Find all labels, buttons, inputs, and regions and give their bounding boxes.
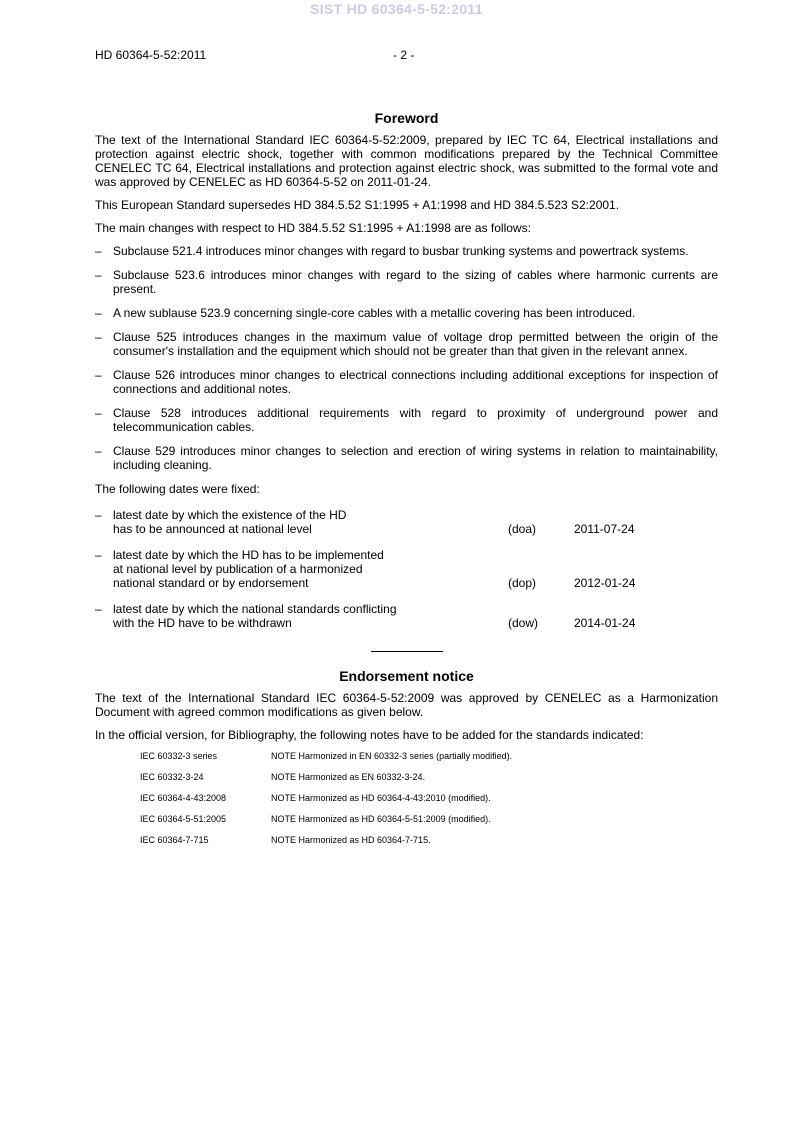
date-description-line: with the HD have to be withdrawn [113, 616, 292, 630]
foreword-intro: The text of the International Standard IEC 60364-5-52:2009, prepared by IEC TC 64, Electrical installations and protection against electric shock, together with common modifications prepared by the Technical Committee CENELEC TC 64, Electrical installations and protection against electric shock, was submitted to the formal vote and was approved by CENELEC as HD 60364-5-52 on 2011-01-24. [95, 133, 718, 189]
harmonization-note: NOTE Harmonized as HD 60364-5-51:2009 (modified). [271, 814, 491, 824]
list-item [95, 368, 718, 396]
date-item-dop [95, 548, 718, 590]
bibliography-intro: In the official version, for Bibliography, the following notes have to be added for the standards indicated: [95, 728, 644, 742]
change-text: Clause 526 introduces minor changes to electrical connections including additional exceptions for inspection of connections and additional notes. [113, 368, 718, 396]
date-description [113, 602, 508, 630]
supersedes-statement: This European Standard supersedes HD 384.5.52 S1:1995 + A1:1998 and HD 384.5.523 S2:2001. [95, 198, 620, 212]
date-value: 2014-01-24 [574, 616, 636, 630]
changes-list [95, 244, 718, 472]
change-text: Clause 529 introduces minor changes to selection and erection of wiring systems in relation to maintainability, including cleaning. [113, 444, 718, 472]
endorsement-text: The text of the International Standard IEC 60364-5-52:2009 was approved by CENELEC as a Harmonization Document with agreed common modifications as given below. [95, 691, 718, 719]
change-text: Clause 528 introduces additional requirements with regard to proximity of underground power and telecommunication cables. [113, 406, 718, 434]
running-header-doc-id: HD 60364-5-52:2011 [95, 48, 207, 62]
list-item [95, 306, 718, 320]
list-item [95, 268, 718, 296]
harmonization-note: NOTE Harmonized in EN 60332-3 series (partially modified). [271, 751, 513, 761]
date-abbreviation: (dow) [508, 616, 539, 630]
date-description-line: latest date by which the HD has to be implemented [113, 548, 384, 562]
foreword-title: Foreword [374, 110, 439, 126]
dash-bullet: – [95, 406, 102, 420]
date-description-line: national standard or by endorsement [113, 576, 309, 590]
table-row [140, 835, 718, 846]
dash-bullet: – [95, 508, 102, 522]
date-description-line: latest date by which the national standards conflicting [113, 602, 397, 616]
table-row [140, 814, 718, 825]
standard-ref: IEC 60364-5-51:2005 [140, 814, 227, 824]
watermark: SIST HD 60364-5-52:2011 [310, 1, 483, 17]
date-description-line: at national level by publication of a harmonized [113, 562, 363, 576]
dash-bullet: – [95, 368, 102, 382]
date-value: 2012-01-24 [574, 576, 636, 590]
dash-bullet: – [95, 548, 102, 562]
change-text: Clause 525 introduces changes in the maximum value of voltage drop permitted between the origin of the consumer's installation and the equipment which should not be greater than that given in the relevant annex. [113, 330, 718, 358]
changes-intro: The main changes with respect to HD 384.5.52 S1:1995 + A1:1998 are as follows: [95, 221, 531, 235]
list-item [95, 244, 718, 258]
list-item [95, 444, 718, 472]
dates-intro: The following dates were fixed: [95, 482, 260, 496]
bibliography-notes [140, 751, 718, 846]
dash-bullet: – [95, 268, 102, 282]
dash-bullet: – [95, 602, 102, 616]
page-body [95, 110, 718, 856]
dash-bullet: – [95, 244, 102, 258]
standard-ref: IEC 60364-4-43:2008 [140, 793, 227, 803]
standard-ref: IEC 60332-3 series [140, 751, 218, 761]
standard-ref: IEC 60332-3-24 [140, 772, 204, 782]
date-description [113, 548, 508, 590]
change-text: Subclause 523.6 introduces minor changes with regard to the sizing of cables where harmonic currents are present. [113, 268, 718, 296]
table-row [140, 772, 718, 783]
harmonization-note: NOTE Harmonized as HD 60364-7-715. [271, 835, 431, 845]
change-text: Subclause 521.4 introduces minor changes with regard to busbar trunking systems and powertrack systems. [113, 244, 689, 258]
endorsement-title: Endorsement notice [339, 668, 474, 684]
date-abbreviation: (dop) [508, 576, 537, 590]
list-item [95, 406, 718, 434]
list-item [95, 330, 718, 358]
date-abbreviation: (doa) [508, 522, 537, 536]
change-text: A new sublause 523.9 concerning single-core cables with a metallic covering has been introduced. [113, 306, 636, 320]
dash-bullet: – [95, 444, 102, 458]
harmonization-note: NOTE Harmonized as HD 60364-4-43:2010 (modified). [271, 793, 491, 803]
standard-ref: IEC 60364-7-715 [140, 835, 209, 845]
date-item-dow [95, 602, 718, 630]
page-number: - 2 - [393, 48, 415, 62]
date-value: 2011-07-24 [574, 522, 635, 536]
table-row [140, 751, 718, 762]
date-description [113, 508, 508, 536]
date-description-line: latest date by which the existence of the HD [113, 508, 347, 522]
harmonization-note: NOTE Harmonized as EN 60332-3-24. [271, 772, 426, 782]
dash-bullet: – [95, 306, 102, 320]
date-description-line: has to be announced at national level [113, 522, 312, 536]
table-row [140, 793, 718, 804]
dash-bullet: – [95, 330, 102, 344]
dates-list [95, 508, 718, 630]
date-item-doa [95, 508, 718, 536]
section-divider [371, 651, 443, 652]
